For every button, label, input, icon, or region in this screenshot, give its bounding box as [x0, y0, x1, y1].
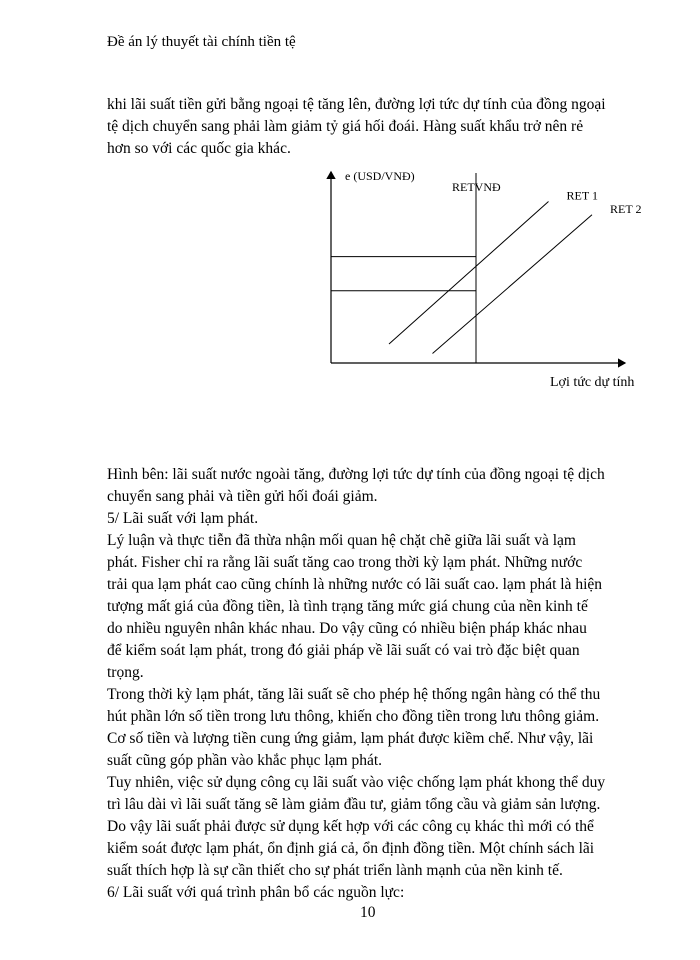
retvnd-label: RETVNĐ [452, 180, 501, 194]
body-line: do nhiều nguyên nhân khác nhau. Do vậy cũng có nhiều biện pháp khác nhau [107, 620, 587, 637]
page-number: 10 [360, 904, 376, 921]
ret1-label: RET 1 [566, 188, 598, 203]
body-line: trải qua lạm phát cao cũng chính là những nước có lãi suất cao. lạm phát là hiện [107, 576, 603, 593]
intro-line: khi lãi suất tiền gửi bằng ngoại tệ tăng lên, đường lợi tức dự tính của đồng ngoại [107, 96, 606, 113]
body-line: Cơ số tiền và lượng tiền cung ứng giảm, lạm phát được kiềm chế. Như vậy, lãi [107, 730, 594, 747]
document-header: Đề án lý thuyết tài chính tiền tệ [107, 34, 296, 50]
body-line: 5/ Lãi suất với lạm phát. [107, 510, 259, 527]
body-line: Lý luận và thực tiễn đã thừa nhận mối quan hệ chặt chẽ giữa lãi suất và lạm [107, 532, 576, 549]
body-line: chuyển sang phải và tiền gửi hối đoái giảm. [107, 488, 378, 505]
body-line: trọng. [107, 664, 144, 681]
body-line: Tuy nhiên, việc sử dụng công cụ lãi suất vào việc chống lạm phát khong thể duy [107, 774, 606, 791]
intro-paragraph [107, 94, 642, 160]
y-axis-label: e (USD/VNĐ) [345, 169, 415, 183]
body-line: Do vậy lãi suất phải được sử dụng kết hợp với các công cụ khác thì mới có thể [107, 818, 594, 835]
body-line: suất thích hợp là sự cần thiết cho sự phát triển lành mạnh của nền kinh tế. [107, 862, 563, 879]
body-line: hút phần lớn số tiền trong lưu thông, khiến cho đồng tiền trong lưu thông giảm. [107, 708, 600, 725]
body-line: để kiểm soát lạm phát, trong đó giải pháp về lãi suất có vai trò đặc biệt quan [107, 642, 580, 659]
intro-line: tệ dịch chuyển sang phải làm giảm tỷ giá hối đoái. Hàng suất khẩu trở nên rẻ [107, 118, 584, 135]
body-text [107, 464, 642, 904]
body-line: tượng mất giá của đồng tiền, là tình trạng tăng mức giá chung của nền kinh tế [107, 598, 588, 615]
body-line: kiểm soát được lạm phát, ổn định giá cả, ổn định đồng tiền. Một chính sách lãi [107, 840, 595, 857]
intro-line: hơn so với các quốc gia khác. [107, 140, 291, 157]
body-line: Trong thời kỳ lạm phát, tăng lãi suất sẽ cho phép hệ thống ngân hàng có thể thu [107, 686, 601, 703]
body-line: trì lâu dài vì lãi suất tăng sẽ làm giảm đầu tư, giảm tổng cầu và giảm sản lượng. [107, 796, 601, 813]
ret2-label: RET 2 [610, 201, 642, 216]
body-line: Hình bên: lãi suất nước ngoài tăng, đường lợi tức dự tính của đồng ngoại tệ dịch [107, 466, 605, 483]
exchange-rate-chart [300, 160, 660, 400]
body-line: phát. Fisher chỉ ra rằng lãi suất tăng cao trong thời kỳ lạm phát. Những nước [107, 554, 583, 571]
body-line: suất cũng góp phần vào khắc phục lạm phát. [107, 752, 383, 769]
body-line: 6/ Lãi suất với quá trình phân bổ các nguồn lực: [107, 884, 405, 901]
x-axis-label: Lợi tức dự tính [550, 375, 635, 390]
